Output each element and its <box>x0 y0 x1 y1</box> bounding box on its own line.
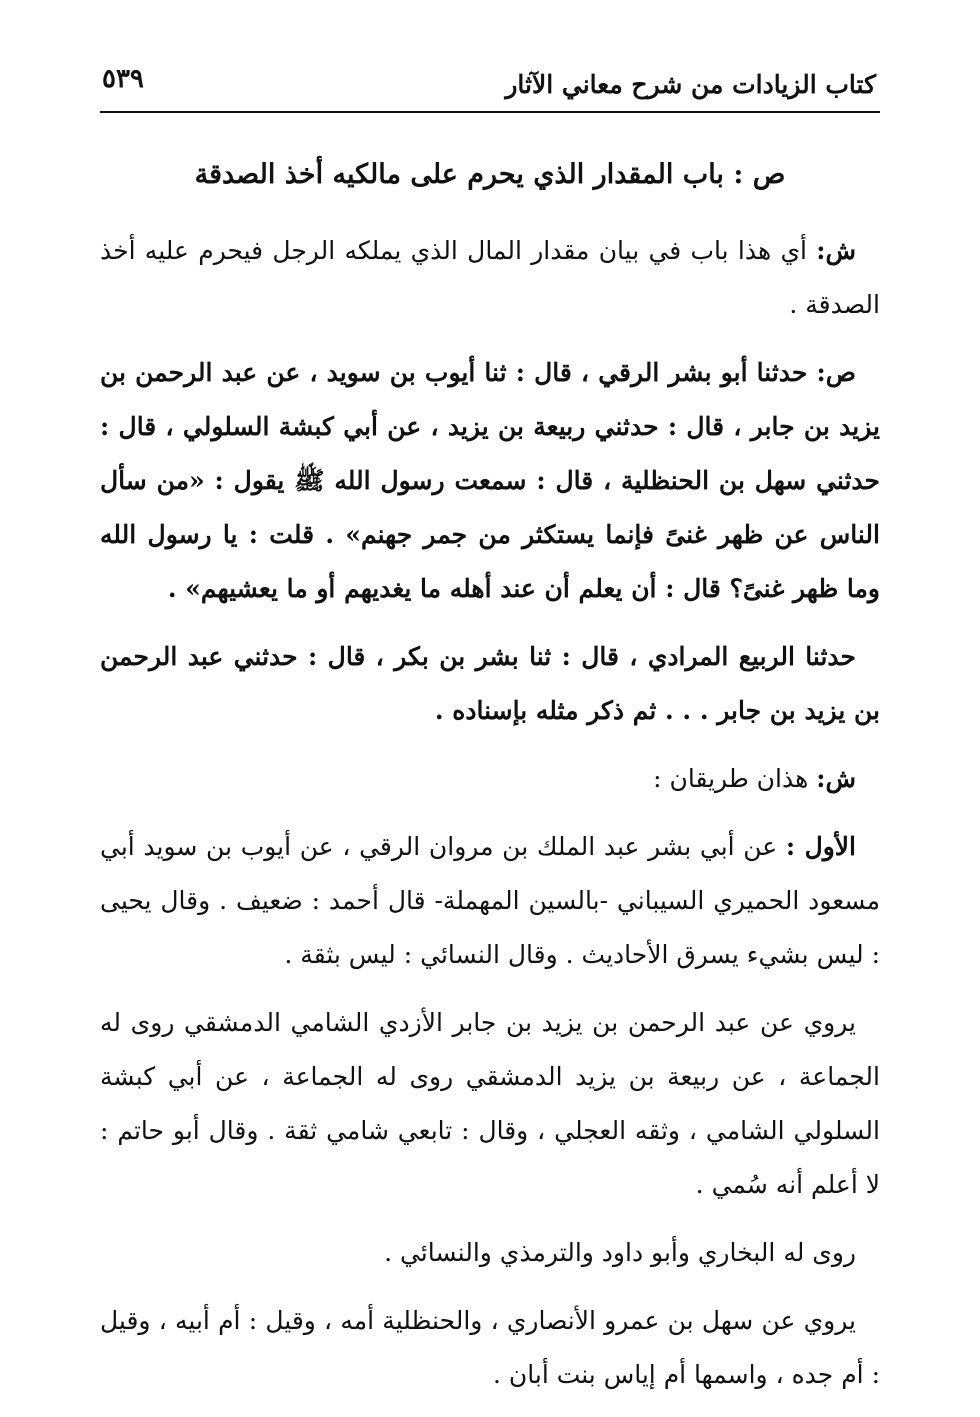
paragraph-text: يروي عن عبد الرحمن بن يزيد بن جابر الأزدي الشامي الدمشقي روى له الجماعة ، عن ربيعة بن يزيد الدمشقي روى له الجماعة ، عن أبي كبشة السلولي الشامي ، وثقه العجلي ، وقال : تابعي شامي ثقة . وقال أبو حاتم : لا أعلم أنه سُمي . <box>100 1008 880 1199</box>
page-number: ٥٣٩ <box>102 64 144 94</box>
paragraph-text: عن أبي بشر عبد الملك بن مروان الرقي ، عن أيوب بن سويد أبي مسعود الحميري السيباني -بالسين المهملة- قال أحمد : ضعيف . وقال يحيى : ليس بشيء يسرق الأحاديث . وقال النسائي : ليس بثقة . <box>100 832 880 969</box>
section-heading: ص : باب المقدار الذي يحرم على مالكيه أخذ الصدقة <box>194 159 786 190</box>
paragraph-sharh-intro <box>100 224 880 332</box>
paragraph-marker: الأول : <box>785 832 857 861</box>
paragraph-marker: ش: <box>816 764 856 793</box>
running-title: كتاب الزيادات من شرح معاني الآثار <box>505 70 876 99</box>
page-body <box>100 148 880 1416</box>
paragraph-text: حدثنا الربيع المرادي ، قال : ثنا بشر بن بكر ، قال : حدثني عبد الرحمن بن يزيد بن جابر . . . ثم ذكر مثله بإسناده . <box>100 642 880 725</box>
paragraph-text: حدثنا أبو بشر الرقي ، قال : ثنا أيوب بن سويد ، عن عبد الرحمن بن يزيد بن جابر ، قال : حدثني ربيعة بن يزيد ، عن أبي كبشة السلولي ، قال : حدثني سهل بن الحنظلية ، قال : سمعت رسول الله ﷺ يقول : «من سأل الناس عن ظهر غنىً فإنما يستكثر من جمر جهنم» . قلت : يا رسول الله وما ظهر غنىً؟ قال : أن يعلم أن عند أهله ما يغديهم أو ما يعشيهم» . <box>100 358 880 603</box>
paragraph-first-route <box>100 820 880 982</box>
paragraph-marker: ص: <box>816 358 856 387</box>
paragraph-sahl <box>100 1294 880 1402</box>
paragraph-text: أي هذا باب في بيان مقدار المال الذي يملكه الرجل فيحرم عليه أخذ الصدقة . <box>100 236 880 319</box>
paragraph-two-routes <box>100 752 880 806</box>
paragraph-collectors <box>100 1226 880 1280</box>
page-header <box>100 62 880 110</box>
paragraph-text: يروي عن سهل بن عمرو الأنصاري ، والحنظلية أمه ، وقيل : أم أبيه ، وقيل : أم جده ، واسمها أم إياس بنت أبان . <box>100 1306 880 1389</box>
header-rule <box>100 111 880 113</box>
paragraph-second-chain <box>100 630 880 738</box>
paragraph-text: روى له البخاري وأبو داود والترمذي والنسائي . <box>384 1238 856 1267</box>
paragraph-hadith-text <box>100 346 880 616</box>
paragraph-narrators <box>100 996 880 1212</box>
paragraph-marker: ش: <box>816 236 856 265</box>
paragraph-text: هذان طريقان : <box>653 764 817 793</box>
